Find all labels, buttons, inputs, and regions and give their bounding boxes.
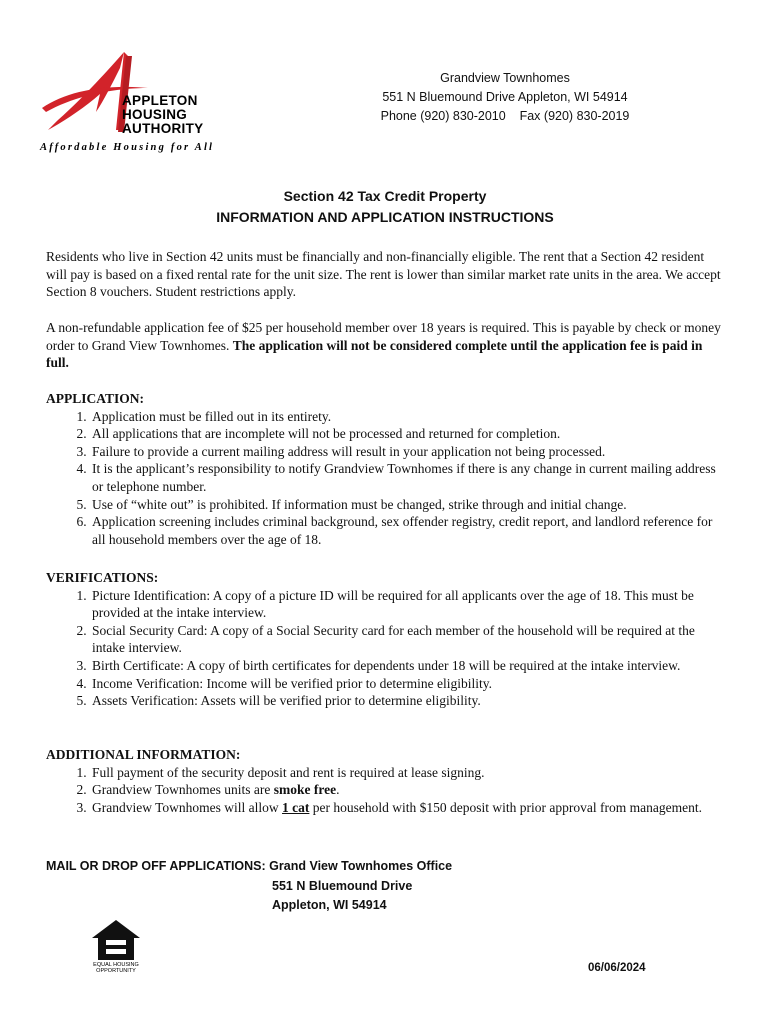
verifications-list xyxy=(46,587,726,710)
logo-word-authority: AUTHORITY xyxy=(122,121,204,136)
verifications-section xyxy=(46,569,726,710)
document-title xyxy=(0,186,770,228)
property-name: Grandview Townhomes xyxy=(440,71,570,85)
additional-info-list xyxy=(46,764,726,817)
fee-section xyxy=(46,319,726,372)
mail-label: MAIL OR DROP OFF APPLICATIONS: xyxy=(46,859,266,873)
list-item: 1. Picture Identification: A copy of a picture ID will be required for all applicants over the age of 18. This must be provided at the intake interview. xyxy=(90,587,726,622)
list-item: 5. Use of “white out” is prohibited. If information must be changed, strike through and initial change. xyxy=(90,496,726,514)
intro-paragraph-fee xyxy=(46,319,726,372)
list-item: 3. Birth Certificate: A copy of birth certificates for dependents under 18 will be required at the intake interview. xyxy=(90,657,726,675)
mail-city: Appleton, WI 54914 xyxy=(272,898,387,912)
application-list xyxy=(46,408,726,549)
document-date: 06/06/2024 xyxy=(588,962,646,974)
list-item xyxy=(90,799,726,817)
property-phone-fax: Phone (920) 830-2010 Fax (920) 830-2019 xyxy=(380,109,630,123)
smoke-free-text: Grandview Townhomes units are xyxy=(92,782,274,798)
pet-policy-emphasis: 1 cat xyxy=(282,799,310,815)
list-item: 4. It is the applicant’s responsibility to notify Grandview Townhomes if there is any change in current mailing address or telephone number. xyxy=(90,460,726,495)
mail-street: 551 N Bluemound Drive xyxy=(272,878,413,893)
additional-info-section xyxy=(46,746,726,816)
equal-housing-caption xyxy=(90,962,142,974)
list-item: 1. Full payment of the security deposit and rent is required at lease signing. xyxy=(90,764,726,782)
list-item: 5. Assets Verification: Assets will be verified prior to determine eligibility. xyxy=(90,692,726,710)
fee-text: A non-refundable application fee of $25 per household member over 18 years is required. This is payable by check or money order to Grand View Townhomes. xyxy=(46,320,721,353)
property-address: 551 N Bluemound Drive Appleton, WI 54914 xyxy=(382,90,628,104)
fee-warning: The application will not be considered complete until the application fee is paid in full. xyxy=(46,337,703,371)
additional-info-heading: ADDITIONAL INFORMATION: xyxy=(46,747,241,762)
mail-line-1 xyxy=(46,857,452,877)
list-item xyxy=(90,781,726,799)
mail-line-2 xyxy=(46,877,452,897)
smoke-free-emphasis: smoke free xyxy=(273,782,337,798)
mail-drop-off-block xyxy=(46,857,452,916)
property-contact-header xyxy=(340,69,670,126)
title-line-1: Section 42 Tax Credit Property xyxy=(283,188,487,204)
list-item: 6. Application screening includes criminal background, sex offender registry, credit report, and landlord reference for all household members over the age of 18. xyxy=(90,513,726,548)
equal-housing-house-icon xyxy=(90,918,142,962)
list-item: 3. Failure to provide a current mailing address will result in your application not being processed. xyxy=(90,443,726,461)
list-item: 2. Social Security Card: A copy of a Social Security card for each member of the household will be required at the intake interview. xyxy=(90,622,726,657)
intro-paragraph-eligibility: Residents who live in Section 42 units must be financially and non-financially eligible. The rent that a Section 42 resident will pay is based on a fixed rental rate for the unit size. The rent is lower than similar market rate units in the area. We accept Section 8 vouchers. Student restrictions apply. xyxy=(46,249,721,300)
smoke-free-period: . xyxy=(336,782,340,798)
equal-housing-line-1: EQUAL HOUSING xyxy=(93,962,139,968)
title-line-2: INFORMATION AND APPLICATION INSTRUCTIONS xyxy=(216,209,554,225)
mail-office-name: Grand View Townhomes Office xyxy=(269,859,453,873)
list-item: 4. Income Verification: Income will be verified prior to determine eligibility. xyxy=(90,675,726,693)
application-heading: APPLICATION: xyxy=(46,391,145,406)
logo-tagline: Affordable Housing for All xyxy=(40,142,215,153)
equal-housing-opportunity-logo xyxy=(90,918,142,974)
logo-word-appleton: APPLETON xyxy=(122,93,198,108)
list-item: 2. All applications that are incomplete will not be processed and returned for completion. xyxy=(90,425,726,443)
mail-line-3 xyxy=(46,896,452,916)
equal-housing-line-2: OPPORTUNITY xyxy=(96,968,136,974)
intro-section xyxy=(46,248,726,301)
pet-policy-rest: per household with $150 deposit with prior approval from management. xyxy=(309,799,702,815)
pet-policy-text: Grandview Townhomes will allow xyxy=(92,799,283,815)
logo-word-housing: HOUSING xyxy=(122,107,188,122)
list-item: 1. Application must be filled out in its entirety. xyxy=(90,408,726,426)
verifications-heading: VERIFICATIONS: xyxy=(46,570,159,585)
appleton-housing-authority-logo xyxy=(38,50,253,160)
application-section xyxy=(46,390,726,548)
